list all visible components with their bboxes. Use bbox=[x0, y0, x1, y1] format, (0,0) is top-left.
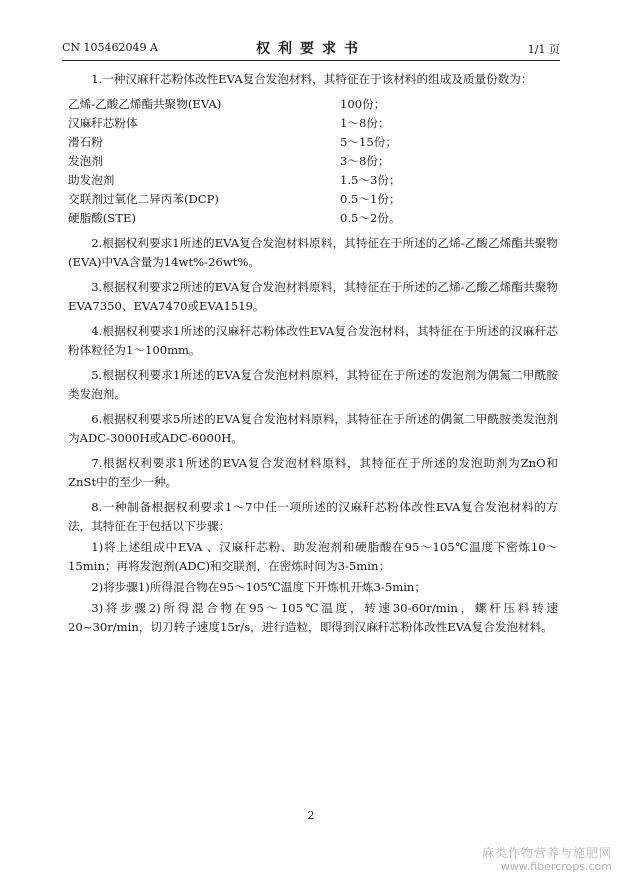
claims-body bbox=[68, 70, 558, 639]
document-title: 权利要求书 bbox=[256, 41, 366, 57]
composition-row bbox=[68, 133, 558, 152]
component-amount: 100份； bbox=[340, 97, 386, 111]
composition-row bbox=[68, 114, 558, 133]
component-name: 滑石粉 bbox=[68, 135, 103, 149]
component-name: 汉麻秆芯粉体 bbox=[68, 116, 138, 130]
claim-8-intro: 8.一种制备根据权利要求1～7中任一项所述的汉麻秆芯粉体改性EVA复合发泡材料的方法，其特征在于包括以下步骤： bbox=[68, 500, 558, 533]
component-amount: 0.5～1份； bbox=[340, 192, 401, 206]
patent-number: CN 105462049 A bbox=[62, 41, 158, 54]
method-step-3: 3)将步骤2)所得混合物在95～105℃温度，转速30-60r/min，螺杆压料转速20~30r/min，切刀转子速度15r/s，进行造粒，即得到汉麻秆芯粉体改性EVA复合发泡材料。 bbox=[68, 601, 558, 634]
component-amount: 5～15份； bbox=[340, 135, 397, 149]
composition-row bbox=[68, 209, 558, 228]
page-number: 2 bbox=[307, 809, 315, 822]
header-divider bbox=[62, 60, 560, 61]
claim-6: 6.根据权利要求5所述的EVA复合发泡材料原料，其特征在于所述的偶氮二甲酰胺类发泡剂为ADC-3000H或ADC-6000H。 bbox=[68, 412, 558, 445]
component-amount: 0.5～2份。 bbox=[340, 211, 401, 225]
component-name: 交联剂过氧化二异丙苯(DCP) bbox=[68, 192, 219, 206]
component-name: 硬脂酸(STE) bbox=[68, 211, 136, 225]
composition-row bbox=[68, 95, 558, 114]
claim-1-intro: 1.一种汉麻秆芯粉体改性EVA复合发泡材料，其特征在于该材料的组成及质量份数为： bbox=[91, 72, 533, 86]
component-amount: 3～8份； bbox=[340, 154, 390, 168]
composition-table bbox=[68, 95, 558, 228]
component-name: 助发泡剂 bbox=[68, 173, 115, 187]
claim-5: 5.根据权利要求1所述的EVA复合发泡材料原料，其特征在于所述的发泡剂为偶氮二甲酰胺类发泡剂。 bbox=[68, 368, 558, 401]
component-amount: 1.5～3份； bbox=[340, 173, 401, 187]
composition-row bbox=[68, 152, 558, 171]
method-step-1: 1)将上述组成中EVA 、汉麻秆芯粉、助发泡剂和硬脂酸在95～105℃温度下密炼10～15min；再将发泡剂(ADC)和交联剂，在密炼时间为3-5min； bbox=[68, 540, 558, 573]
page-header bbox=[62, 38, 560, 56]
claim-4: 4.根据权利要求1所述的汉麻秆芯粉体改性EVA复合发泡材料，其特征在于所述的汉麻秆芯粉体粒径为1～100mm。 bbox=[68, 324, 558, 357]
claim-7: 7.根据权利要求1所述的EVA复合发泡材料原料，其特征在于所述的发泡助剂为ZnO和ZnSt中的至少一种。 bbox=[68, 456, 558, 489]
page-count: 1/1 页 bbox=[527, 43, 560, 56]
watermark-url: www.fibercrops.com bbox=[500, 860, 612, 873]
component-name: 乙烯-乙酸乙烯酯共聚物(EVA) bbox=[68, 97, 222, 111]
watermark-site-name: 麻类作物营养与施肥网 bbox=[481, 846, 612, 860]
claim-3: 3.根据权利要求2所述的EVA复合发泡材料原料，其特征在于所述的乙烯-乙酸乙烯酯共聚物EVA7350、EVA7470或EVA1519。 bbox=[68, 280, 558, 313]
site-watermark bbox=[482, 846, 612, 874]
composition-row bbox=[68, 190, 558, 209]
composition-row bbox=[68, 171, 558, 190]
component-name: 发泡剂 bbox=[68, 154, 103, 168]
component-amount: 1～8份； bbox=[340, 116, 390, 130]
method-step-2: 2)将步骤1)所得混合物在95～105℃温度下开炼机开炼3-5min； bbox=[91, 580, 426, 594]
claim-2: 2.根据权利要求1所述的EVA复合发泡材料原料，其特征在于所述的乙烯-乙酸乙烯酯共聚物(EVA)中VA含量为14wt%-26wt%。 bbox=[68, 236, 558, 269]
